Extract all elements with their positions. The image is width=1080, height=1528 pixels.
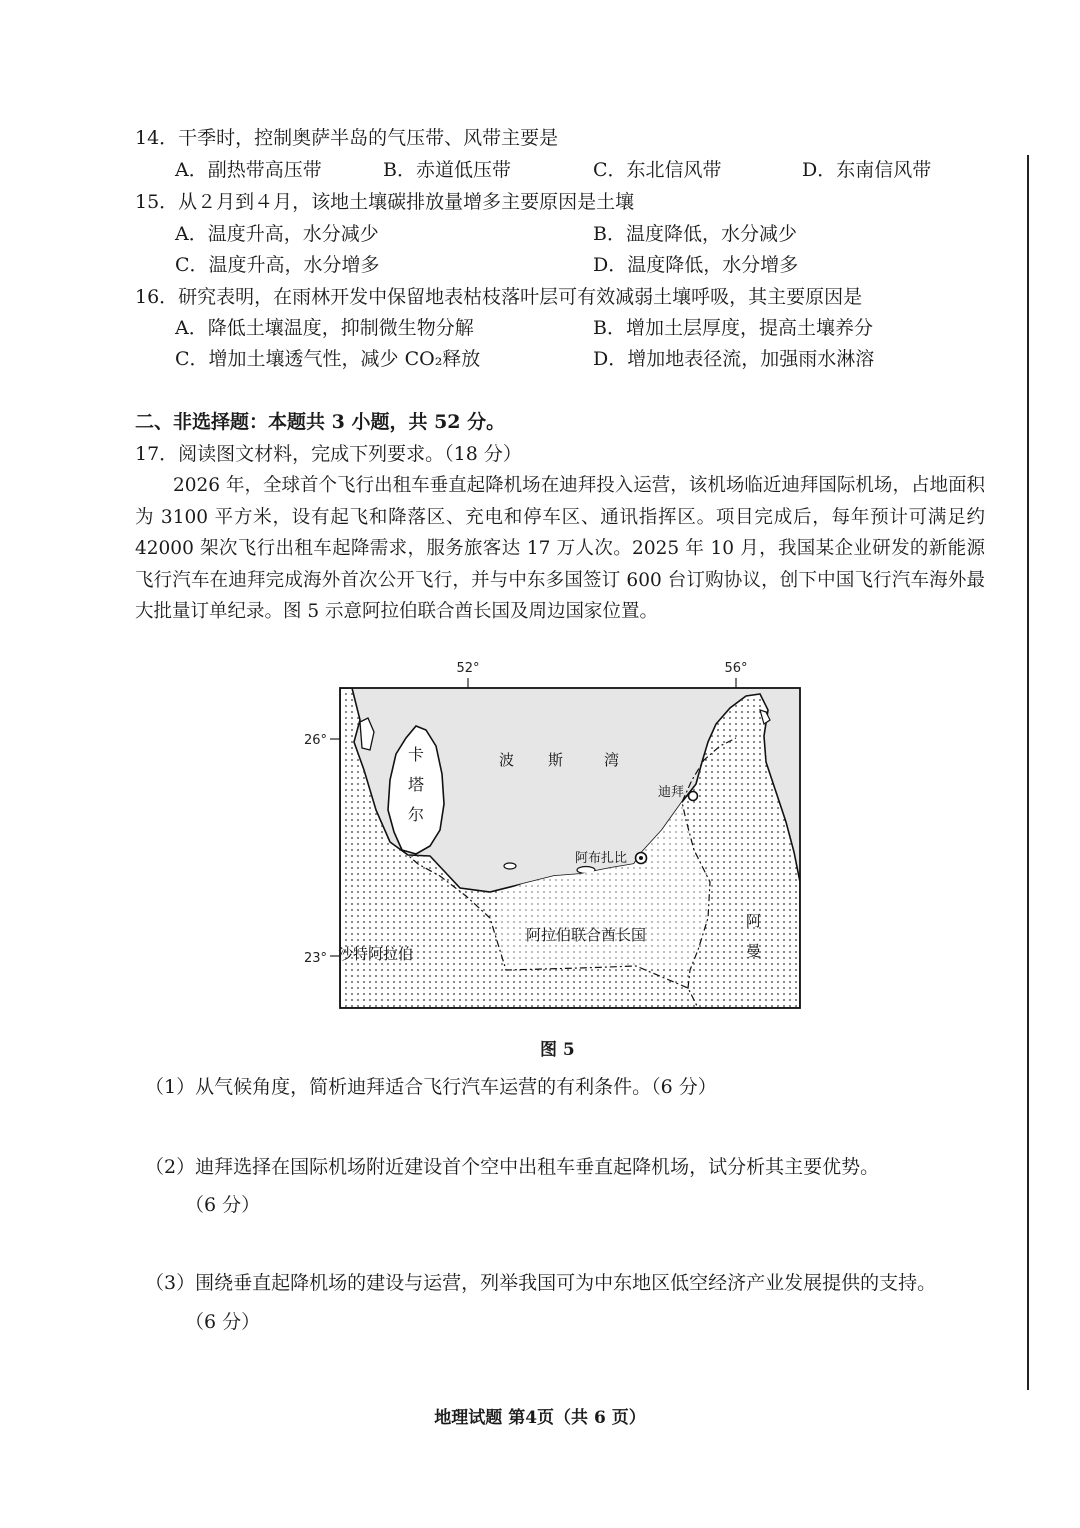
gulf-label-1: 波 — [499, 751, 515, 769]
q17-stem: 17．阅读图文材料，完成下列要求。（18 分） — [135, 443, 522, 465]
qatar-label-2: 塔 — [408, 775, 425, 794]
abu-dhabi-marker-inner — [639, 856, 643, 860]
binding-margin-line — [1027, 155, 1029, 1390]
figure-caption: 图 5 — [540, 1040, 575, 1060]
gulf-label-3: 湾 — [604, 751, 620, 769]
qatar-label-3: 尔 — [408, 805, 425, 824]
saudi-label: 沙特阿拉伯 — [338, 945, 414, 963]
q15-option-a: A．温度升高，水分减少 — [175, 223, 379, 245]
q17-sub2-points: （6 分） — [185, 1194, 261, 1216]
uae-map — [290, 650, 820, 1020]
gulf-label-2: 斯 — [548, 751, 564, 769]
oman-label-2: 曼 — [746, 942, 762, 960]
q17-sub3: （3）围绕垂直起降机场的建设与运营，列举我国可为中东地区低空经济产业发展提供的支持。 — [145, 1272, 937, 1294]
q14-option-b: B．赤道低压带 — [383, 159, 511, 181]
q15-option-d: D．温度降低，水分增多 — [593, 254, 799, 276]
q14-option-c: C．东北信风带 — [593, 159, 722, 181]
q14-stem: 14．干季时，控制奥萨半岛的气压带、风带主要是 — [135, 127, 559, 149]
q16-option-d: D．增加地表径流，加强雨水淋溶 — [593, 348, 875, 370]
q17-material: 2026 年，全球首个飞行出租车垂直起降机场在迪拜投入运营，该机场临近迪拜国际机场，占地面积为 3100 平方米，设有起飞和降落区、充电和停车区、通讯指挥区。项目完成后，每年预计可满足约 42000 架次飞行出租车起降需求，服务旅客达 17 万人次。2025 年 10 月，我国某企业研发的新能源飞行汽车在迪拜完成海外首次公开飞行，并与中东多国签订 600 台订购协议，创下中国飞行汽车海外最大批量订单纪录。图 5 示意阿拉伯联合酋长国及周边国家位置。 — [135, 475, 985, 622]
lon-56-label: 56° — [724, 661, 748, 676]
page-footer: 地理试题 第4页（共 6 页） — [434, 1408, 646, 1428]
uae-label: 阿拉伯联合酋长国 — [526, 926, 647, 944]
q17-sub3-points: （6 分） — [185, 1311, 261, 1333]
lat-23-label: 23° — [304, 951, 328, 966]
island — [504, 863, 516, 869]
q15-option-b: B．温度降低，水分减少 — [593, 223, 797, 245]
abu-dhabi-label: 阿布扎比 — [575, 851, 628, 866]
q14-option-d: D．东南信风带 — [802, 159, 932, 181]
q15-stem: 15．从２月到４月，该地土壤碳排放量增多主要原因是土壤 — [135, 191, 635, 213]
q16-option-c: C．增加土壤透气性，减少 CO₂释放 — [175, 348, 481, 370]
q15-option-c: C．温度升高，水分增多 — [175, 254, 380, 276]
lat-26-label: 26° — [304, 733, 328, 748]
lon-52-label: 52° — [456, 661, 480, 676]
q16-option-b: B．增加土层厚度，提高土壤养分 — [593, 317, 873, 339]
dubai-marker — [689, 792, 698, 801]
q17-sub2: （2）迪拜选择在国际机场附近建设首个空中出租车垂直起降机场，试分析其主要优势。 — [145, 1156, 880, 1178]
q14-option-a: A．副热带高压带 — [175, 159, 322, 181]
qatar-label-1: 卡 — [408, 745, 425, 764]
q16-stem: 16．研究表明，在雨林开发中保留地表枯枝落叶层可有效减弱土壤呼吸，其主要原因是 — [135, 286, 863, 308]
oman-label-1: 阿 — [746, 912, 762, 930]
q16-option-a: A．降低土壤温度，抑制微生物分解 — [175, 317, 474, 339]
dubai-label: 迪拜 — [658, 785, 685, 800]
section-heading: 二、非选择题：本题共 3 小题，共 52 分。 — [135, 411, 506, 433]
q17-sub1: （1）从气候角度，简析迪拜适合飞行汽车运营的有利条件。（6 分） — [145, 1076, 717, 1098]
